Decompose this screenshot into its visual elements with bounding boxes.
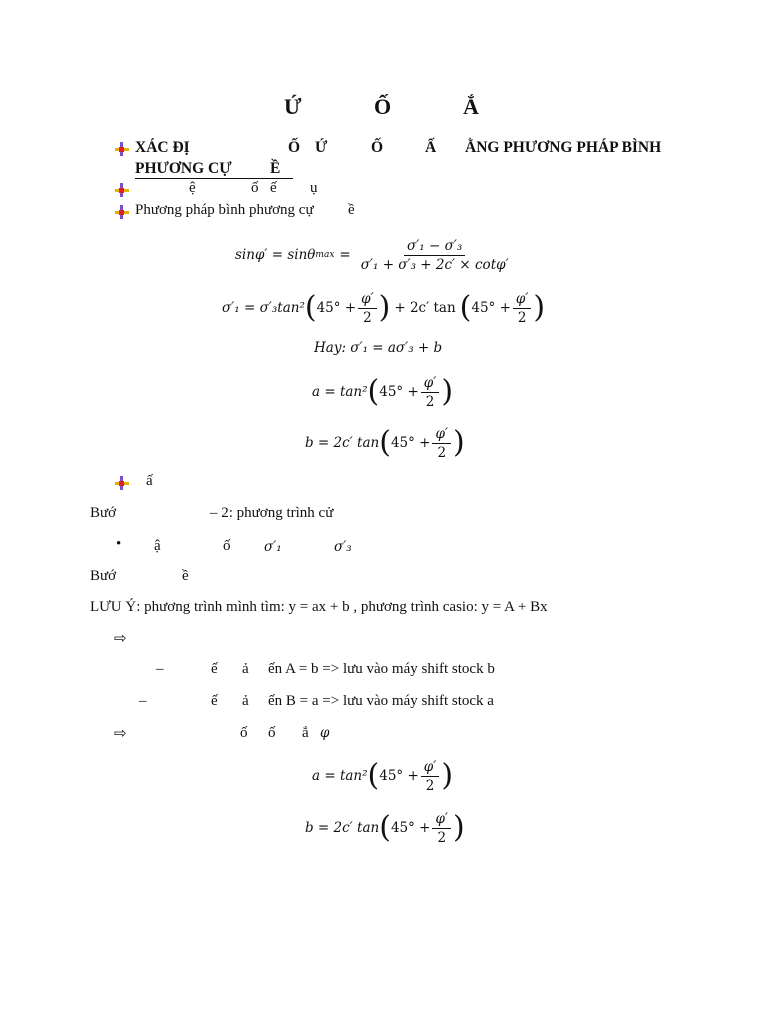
dot-bullet-icon: •	[116, 536, 122, 552]
dash-icon: –	[139, 693, 147, 709]
heading-part: Ố	[371, 139, 384, 156]
eq-fraction	[358, 238, 512, 273]
heading-part: PHƯƠNG CỰ	[135, 160, 232, 177]
eq-term: 45° +	[379, 768, 419, 784]
heading-part: Ứ	[315, 139, 328, 156]
bullet-icon	[115, 205, 129, 219]
eq-lhs: a = tan²	[312, 768, 368, 784]
arrow-line-2	[238, 725, 358, 745]
eq-denominator: 2	[437, 829, 447, 846]
text-fragment: Phương pháp bình phương cự	[135, 202, 314, 218]
eq-numerator: φ′	[432, 811, 451, 829]
text-fragment: ậ	[154, 538, 161, 554]
page-title	[0, 94, 768, 124]
eq-numerator: φ′	[513, 291, 532, 309]
eq-lhs: b = 2c′ tan	[305, 435, 380, 451]
text-fragment: ố	[268, 725, 276, 741]
dash-line-1	[156, 661, 576, 681]
eq-fraction	[421, 759, 440, 794]
bullet-line-3	[135, 202, 435, 222]
text-fragment: ến A = b => lưu vào máy shift stock b	[268, 661, 495, 677]
equation-b-repeat: b = 2c′ tan ( 45° + $\frac{\varphi'}{2}$ )	[305, 810, 465, 846]
eq-denominator: 2	[437, 444, 447, 461]
step-1-line	[90, 505, 490, 525]
title-char-3: Ắ	[463, 94, 479, 119]
text-fragment: ề	[182, 568, 189, 584]
eq-numerator: φ′	[421, 375, 440, 393]
eq-term: 45° +	[390, 820, 431, 836]
section-heading	[135, 139, 680, 183]
text-fragment: ệ	[189, 180, 196, 196]
text-fragment: Bướ	[90, 568, 117, 584]
eq-lhs: sinφ′ = sinθ	[235, 247, 316, 263]
text-fragment: ụ	[310, 180, 318, 196]
text-fragment: ề	[348, 202, 355, 218]
text-fragment: ế	[211, 661, 218, 677]
eq-sub: max	[315, 250, 335, 260]
text-fragment: ố	[240, 725, 248, 741]
eq-denominator: 2	[517, 309, 527, 326]
math-fragment: σ′₃	[334, 539, 352, 555]
eq-lhs: a = tan²	[312, 384, 368, 400]
eq-term: 45° +	[390, 435, 431, 451]
equation-hay: Hay: σ′₁ = aσ′₃ + b	[314, 340, 443, 356]
eq-denominator: 2	[425, 777, 435, 794]
dash-icon: –	[156, 661, 164, 677]
text-fragment: ả	[242, 661, 249, 677]
eq-sign: =	[339, 247, 351, 263]
eq-denominator: 2	[363, 309, 372, 326]
heading-part: Ề	[270, 160, 281, 177]
eq-term: 45° +	[379, 384, 419, 400]
dash-line-2	[139, 693, 559, 713]
text-fragment: ố	[223, 538, 231, 554]
text-fragment: ả	[242, 693, 249, 709]
eq-fraction	[513, 291, 532, 326]
eq-fraction	[421, 375, 440, 410]
eq-numerator: φ′	[421, 759, 440, 777]
eq-term: 45° +	[471, 300, 511, 316]
eq-lhs: b = 2c′ tan	[305, 820, 380, 836]
eq-term: 45° +	[316, 300, 357, 316]
heading-part: Ố	[288, 139, 301, 156]
text-fragment: ế	[211, 693, 218, 709]
text-fragment: ắ	[302, 725, 309, 741]
bullet-line-2	[135, 180, 435, 200]
heading-part: ẰNG PHƯƠNG PHÁP BÌNH	[465, 139, 662, 156]
equation-sin-phi	[235, 232, 514, 278]
text-fragment: Bướ	[90, 505, 117, 521]
eq-denominator: 2	[425, 393, 435, 410]
math-fragment: φ	[320, 725, 330, 741]
arrow-icon: ⇨	[114, 726, 127, 742]
equation-sigma1: σ′₁ = σ′₃tan² ( 45° + $\frac{\varphi'}{2}$ ) + 2c′ tan ( 45° + $\frac{\varphi'}{2}$ )	[222, 290, 546, 326]
arrow-icon: ⇨	[114, 631, 127, 647]
eq-numerator: φ′	[432, 426, 451, 444]
eq-numerator: σ′₁ − σ′₃	[404, 238, 465, 256]
equation-a: a = tan² ( 45° + $\frac{\varphi'}{2}$ )	[312, 374, 454, 410]
title-char-1: Ứ	[284, 94, 302, 119]
eq-numerator: φ′	[358, 291, 377, 309]
text-fragment: ến B = a => lưu vào máy shift stock a	[268, 693, 494, 709]
eq-term: + 2c′ tan	[394, 300, 456, 316]
heading-part: XÁC ĐỊ	[135, 139, 190, 156]
math-fragment: σ′₁	[264, 539, 282, 555]
text-fragment: ố	[251, 180, 259, 196]
dot-item	[150, 538, 400, 558]
bullet-icon	[115, 183, 129, 197]
note-line: LƯU Ý: phương trình mình tìm: y = ax + b , phương trình casio: y = A + Bx	[90, 599, 548, 615]
text-fragment: ế	[270, 180, 277, 196]
eq-fraction	[432, 811, 451, 846]
equation-a-repeat: a = tan² ( 45° + $\frac{\varphi'}{2}$ )	[312, 758, 454, 794]
bullet-icon	[115, 476, 129, 490]
heading-part: Ấ	[425, 139, 437, 156]
eq-lhs: σ′₁ = σ′₃tan²	[222, 300, 305, 316]
eq-fraction	[358, 291, 377, 326]
title-char-2: Ố	[374, 94, 392, 119]
text-fragment: – 2: phương trình cử	[210, 505, 334, 521]
bullet-icon	[115, 142, 129, 156]
bullet-line-4: ấ	[146, 473, 153, 489]
equation-b: b = 2c′ tan ( 45° + $\frac{\varphi'}{2}$ )	[305, 425, 465, 461]
eq-denominator: σ′₁ + σ′₃ + 2c′ × cotφ′	[360, 256, 509, 273]
heading-underline-gap	[135, 178, 293, 179]
eq-fraction	[432, 426, 451, 461]
step-2-line	[90, 568, 290, 588]
